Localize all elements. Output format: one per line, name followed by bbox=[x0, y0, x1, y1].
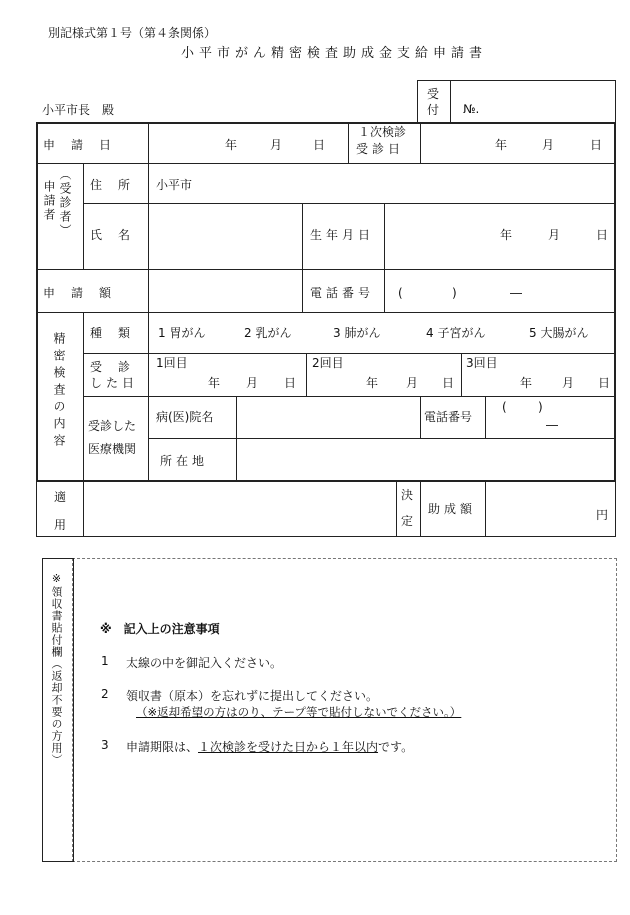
note-3-number: 3 bbox=[101, 738, 109, 752]
addressee: 小平市長 殿 bbox=[42, 103, 115, 117]
hospital-phone-dash: ― bbox=[546, 418, 558, 432]
note-2-sub: （※返却希望の方はのり、テープ等で貼付しないでください。） bbox=[136, 705, 462, 719]
type-label: 種類 bbox=[90, 326, 147, 340]
phone-label: 電話番号 bbox=[310, 286, 375, 300]
grant-amount-label: 助成額 bbox=[428, 502, 477, 516]
remarks-label-1: 適 bbox=[54, 490, 67, 504]
first-exam-label-2: 受診日 bbox=[356, 142, 405, 156]
phone-dash: ― bbox=[510, 286, 522, 300]
app-day: 日 bbox=[313, 138, 326, 152]
note-2-number: 2 bbox=[101, 687, 109, 701]
note-3-post: です。 bbox=[378, 740, 414, 754]
page-title: 小平市がん精密検査助成金支給申請書 bbox=[181, 46, 488, 61]
visit-2-label: 2回目 bbox=[312, 356, 344, 370]
visit-3-day: 日 bbox=[598, 376, 611, 390]
receipt-slot-label: ※領収書貼付欄（返却不要の方用） bbox=[50, 572, 63, 766]
type-3: 3 肺がん bbox=[333, 326, 381, 340]
applicant-sub-label: （受診者） bbox=[58, 168, 72, 238]
name-label: 氏名 bbox=[90, 228, 147, 242]
note-1: 太線の中を御記入ください。 bbox=[126, 656, 283, 670]
visit-label-2: した日 bbox=[90, 376, 139, 390]
birth-label: 生年月日 bbox=[310, 228, 375, 242]
visit-3-year: 年 bbox=[520, 376, 533, 390]
address-value: 小平市 bbox=[156, 178, 193, 192]
exam-day: 日 bbox=[590, 138, 603, 152]
app-month: 月 bbox=[270, 138, 283, 152]
birth-month: 月 bbox=[548, 228, 561, 242]
visit-1-year: 年 bbox=[208, 376, 221, 390]
detail-label: 精密検査の内容 bbox=[52, 332, 66, 451]
notes-heading: ※ 記入上の注意事項 bbox=[100, 622, 220, 636]
receipt-label: 受付 bbox=[427, 87, 440, 117]
hospital-phone-label: 電話番号 bbox=[424, 410, 473, 424]
type-4: 4 子宮がん bbox=[426, 326, 486, 340]
amount-label: 申請額 bbox=[43, 286, 128, 300]
visit-1-label: 1回目 bbox=[156, 356, 188, 370]
birth-day: 日 bbox=[596, 228, 609, 242]
remarks-label-2: 用 bbox=[54, 518, 67, 532]
visit-2-day: 日 bbox=[442, 376, 455, 390]
visit-label-1: 受診 bbox=[90, 360, 147, 374]
visit-1-day: 日 bbox=[284, 376, 297, 390]
note-3-deadline: １次検診を受けた日から１年以内 bbox=[198, 740, 379, 754]
birth-year: 年 bbox=[500, 228, 513, 242]
location-label: 所在地 bbox=[160, 454, 209, 468]
app-year: 年 bbox=[225, 138, 238, 152]
type-2: 2 乳がん bbox=[244, 326, 292, 340]
institution-label-2: 医療機関 bbox=[88, 442, 137, 456]
decision-label-1: 決 bbox=[401, 488, 414, 502]
hospital-phone-close: ) bbox=[538, 400, 543, 414]
exam-month: 月 bbox=[542, 138, 555, 152]
form-number: 別記様式第１号（第４条関係） bbox=[48, 26, 217, 40]
visit-1-month: 月 bbox=[246, 376, 259, 390]
visit-2-year: 年 bbox=[366, 376, 379, 390]
address-label: 住所 bbox=[90, 178, 147, 192]
institution-label-1: 受診した bbox=[88, 419, 137, 433]
visit-3-label: 3回目 bbox=[466, 356, 498, 370]
note-3-pre: 申請期限は、 bbox=[126, 740, 199, 754]
decision-label-2: 定 bbox=[401, 514, 414, 528]
note-2: 領収書（原本）を忘れずに提出してください。 bbox=[126, 689, 379, 703]
hospital-phone-open: ( bbox=[502, 400, 507, 414]
applicant-label: 申請者 bbox=[42, 180, 56, 222]
visit-3-month: 月 bbox=[562, 376, 575, 390]
phone-close-paren: ) bbox=[452, 286, 457, 300]
note-1-number: 1 bbox=[101, 654, 109, 668]
first-exam-label-1: １次検診 bbox=[358, 125, 407, 139]
type-1: 1 胃がん bbox=[158, 326, 206, 340]
receipt-number-label: №. bbox=[463, 102, 480, 116]
phone-open-paren: ( bbox=[398, 286, 403, 300]
visit-2-month: 月 bbox=[406, 376, 419, 390]
exam-year: 年 bbox=[495, 138, 508, 152]
application-date-label: 申請日 bbox=[43, 138, 128, 152]
note-3 bbox=[126, 738, 413, 755]
type-5: 5 大腸がん bbox=[529, 326, 589, 340]
hospital-name-label: 病(医)院名 bbox=[156, 410, 214, 424]
yen-unit: 円 bbox=[596, 508, 609, 522]
